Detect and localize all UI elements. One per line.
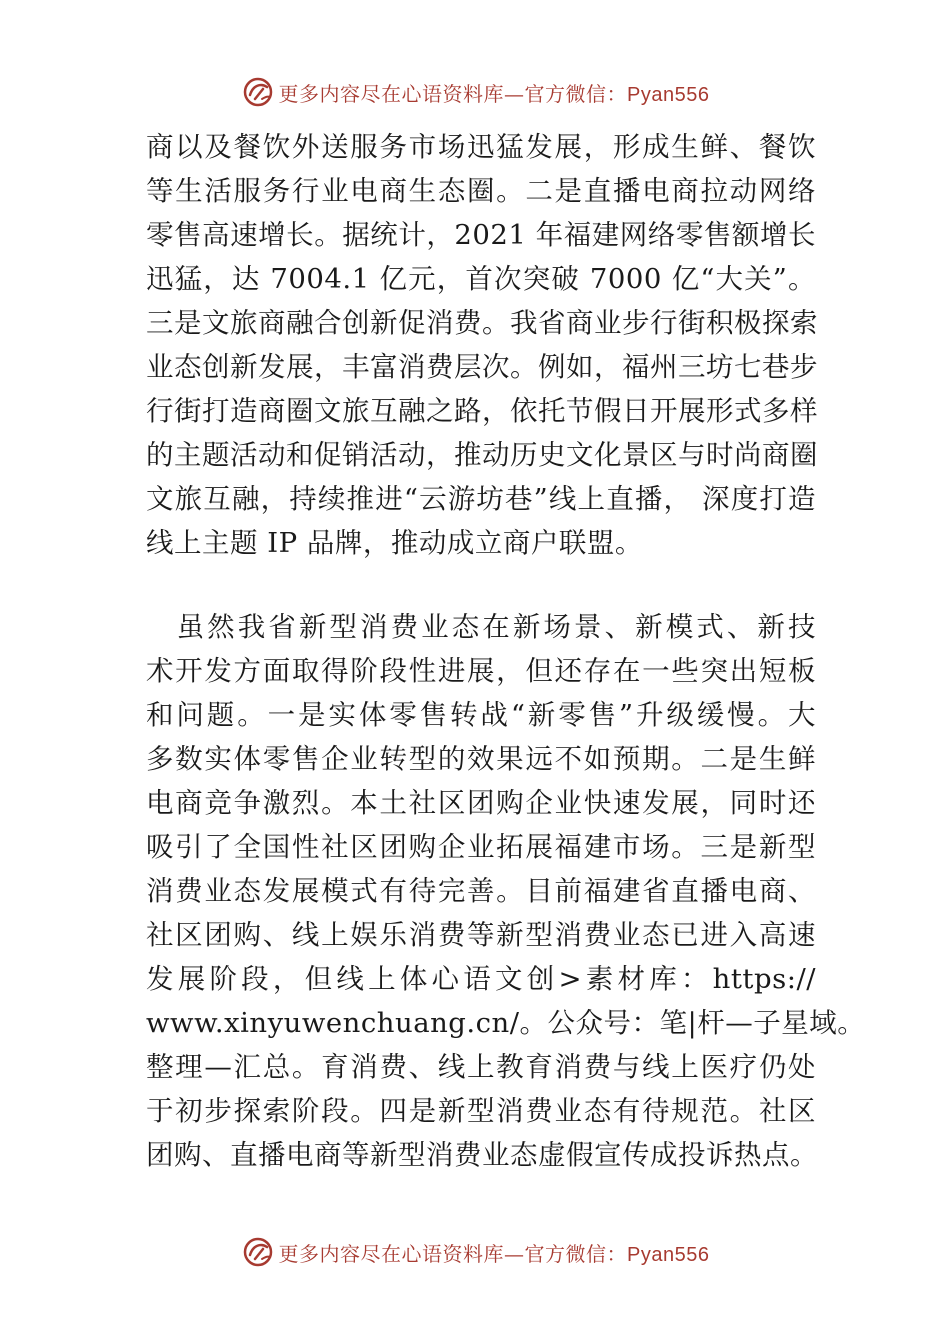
paragraph-gap (146, 565, 816, 605)
text-line: 电商竞争激烈。本土社区团购企业快速发展，同时还 (146, 787, 816, 819)
banner-text (279, 78, 710, 107)
text-line: 社区团购、线上娱乐消费等新型消费业态已进入高速 (146, 919, 816, 951)
paragraph-1 (146, 125, 816, 565)
text-line: 术开发方面取得阶段性进展，但还存在一些突出短板 (146, 655, 816, 687)
text-line: 多数实体零售企业转型的效果远不如预期。二是生鲜 (146, 743, 816, 775)
text-line: 线上主题 IP 品牌，推动成立商户联盟。 (146, 527, 643, 559)
banner-wechat-label: 官方微信： (524, 81, 628, 106)
banner-brand: 更多内容尽在心语资料库 (278, 81, 505, 106)
text-line: 于初步探索阶段。四是新型消费业态有待规范。社区 (146, 1095, 816, 1127)
text-line: 零售高速增长。据统计，2021 年福建网络零售额增长 (146, 219, 816, 251)
stamp-logo-icon (241, 75, 275, 109)
footer-banner (0, 1232, 950, 1272)
paragraph-2 (146, 605, 866, 1177)
text-line: 虽然我省新型消费业态在新场景、新模式、新技 (146, 611, 816, 643)
text-line: 和问题。一是实体零售转战“新零售”升级缓慢。大 (146, 699, 816, 731)
banner-wechat-id: Pyan556 (627, 1243, 710, 1266)
text-line: 发展阶段，但线上体心语文创>素材库：https:// (146, 963, 816, 995)
banner-separator: — (504, 81, 525, 106)
document-body (146, 125, 866, 1177)
banner-wechat-id: Pyan556 (627, 83, 710, 106)
text-line: 等生活服务行业电商生态圈。二是直播电商拉动网络 (146, 175, 816, 207)
text-line: 三是文旅商融合创新促消费。我省商业步行街积极探索 (146, 307, 818, 339)
text-line: 迅猛，达 7004.1 亿元，首次突破 7000 亿“大关”。 (146, 263, 816, 295)
text-line: www.xinyuwenchuang.cn/。公众号：笔|杆—子星域。 (146, 1007, 866, 1039)
stamp-logo-icon (241, 1235, 275, 1269)
text-line: 的主题活动和促销活动，推动历史文化景区与时尚商圈 (146, 439, 818, 471)
header-banner (0, 72, 950, 112)
text-line: 消费业态发展模式有待完善。目前福建省直播电商、 (146, 875, 816, 907)
text-line: 吸引了全国性社区团购企业拓展福建市场。三是新型 (146, 831, 816, 863)
banner-separator: — (504, 1241, 525, 1266)
text-line: 团购、直播电商等新型消费业态虚假宣传成投诉热点。 (146, 1139, 818, 1171)
text-line: 整理—汇总。育消费、线上教育消费与线上医疗仍处 (146, 1051, 816, 1083)
text-line: 行街打造商圈文旅互融之路，依托节假日开展形式多样 (146, 395, 818, 427)
banner-text (279, 1238, 710, 1267)
banner-wechat-label: 官方微信： (524, 1241, 628, 1266)
text-line: 业态创新发展，丰富消费层次。例如，福州三坊七巷步 (146, 351, 818, 383)
text-line: 文旅互融，持续推进“云游坊巷”线上直播， 深度打造 (146, 483, 816, 515)
text-line: 商以及餐饮外送服务市场迅猛发展，形成生鲜、餐饮 (146, 131, 816, 163)
banner-brand: 更多内容尽在心语资料库 (278, 1241, 505, 1266)
